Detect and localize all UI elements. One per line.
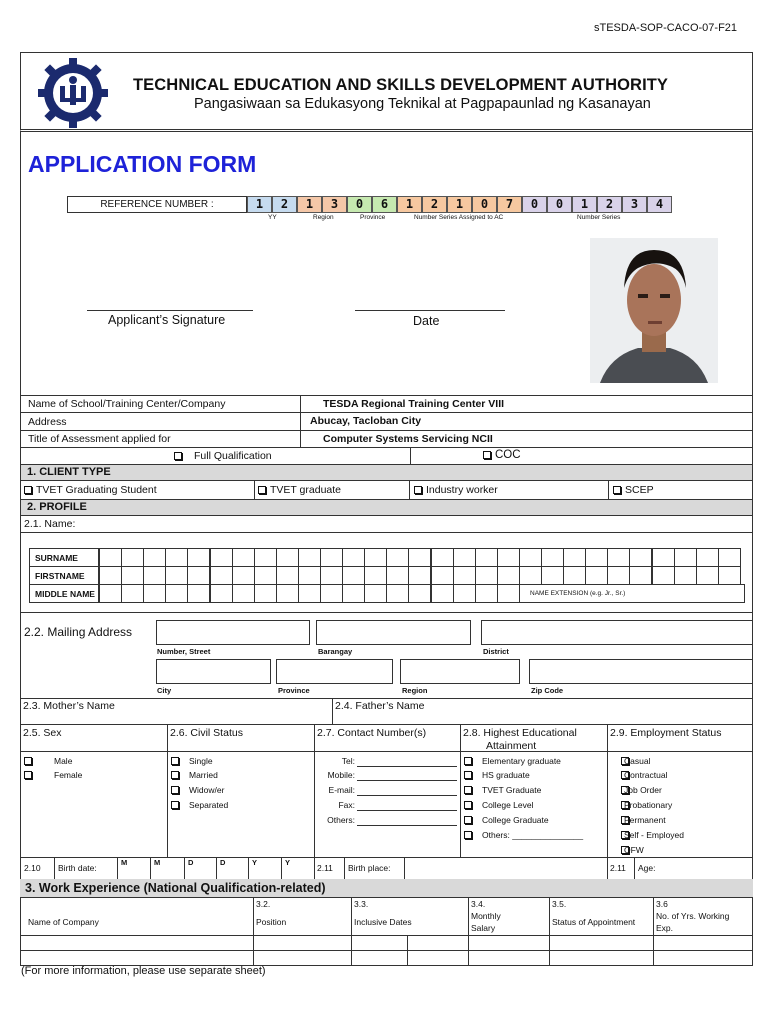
name-letter-cell[interactable] — [453, 566, 476, 585]
name-letter-cell[interactable] — [475, 548, 498, 567]
birth-date-letter: D — [220, 858, 226, 867]
name-letter-cell[interactable] — [497, 566, 520, 585]
reference-digit: 1 — [572, 196, 597, 213]
checkbox-icon[interactable] — [171, 801, 179, 809]
checkbox-icon[interactable] — [464, 771, 472, 779]
option-label: Probationary — [624, 800, 673, 810]
birth-place-label: Birth place: — [348, 863, 391, 873]
reference-digit: 0 — [547, 196, 572, 213]
option-label: Elementary graduate — [482, 756, 561, 766]
work-col-header: Name of Company — [28, 917, 99, 927]
reference-digit: 1 — [447, 196, 472, 213]
option-label: Self - Employed — [624, 830, 684, 840]
name-letter-cell[interactable] — [408, 584, 431, 603]
name-letter-cell[interactable] — [364, 566, 387, 585]
emp-option-4[interactable] — [621, 815, 666, 825]
option-label: Married — [189, 770, 218, 780]
name-letter-cell[interactable] — [320, 566, 343, 585]
province-field[interactable] — [276, 659, 393, 684]
emp-option-0[interactable] — [621, 756, 650, 766]
col-line — [54, 857, 55, 879]
option-label: TVET Graduate — [482, 785, 542, 795]
name-letter-cell[interactable] — [165, 584, 188, 603]
name-letter-cell[interactable] — [342, 584, 365, 603]
name-letter-cell[interactable] — [475, 566, 498, 585]
col-line — [254, 481, 255, 499]
option-label: TVET Graduating Student — [36, 484, 157, 496]
col-line — [409, 481, 410, 499]
reference-digit: 4 — [647, 196, 672, 213]
name-letter-cell[interactable] — [475, 584, 498, 603]
date-line — [355, 310, 505, 311]
name-letter-cell[interactable] — [674, 566, 697, 585]
col-line — [404, 857, 405, 879]
reference-digit: 1 — [247, 196, 272, 213]
fax-label: Fax: — [338, 800, 355, 810]
city-caption: City — [157, 686, 172, 695]
row-line — [20, 751, 753, 752]
name-letter-cell[interactable] — [143, 548, 166, 567]
checkbox-icon[interactable] — [24, 486, 32, 494]
option-label: Permanent — [624, 815, 666, 825]
profile-heading: 2. PROFILE — [20, 499, 753, 516]
applicant-signature-label: Applicant’s Signature — [108, 313, 226, 327]
header-box — [20, 52, 753, 132]
checkbox-icon[interactable] — [258, 486, 266, 494]
reference-digit: 3 — [622, 196, 647, 213]
row-line — [20, 395, 753, 396]
birth-cell-divider — [117, 857, 118, 879]
emp-option-2[interactable] — [621, 785, 662, 795]
employment-label: 2.9. Employment Status — [610, 727, 722, 739]
age-label: Age: — [638, 863, 656, 873]
zipcode-caption: Zip Code — [531, 686, 564, 695]
option-label: Female — [54, 770, 83, 780]
birth-cell-divider — [281, 857, 282, 879]
edu-option-1[interactable] — [464, 770, 530, 780]
name-letter-cell[interactable] — [386, 584, 409, 603]
name-letter-cell[interactable] — [652, 548, 675, 567]
work-col-header: No. of Yrs. Working Exp. — [656, 911, 730, 933]
option-label: OFW — [624, 845, 644, 855]
name-letter-cell[interactable] — [99, 548, 122, 567]
birth-date-letter: Y — [285, 858, 291, 867]
firstname-label: FIRSTNAME — [35, 571, 85, 581]
mailing-address-label: 2.2. Mailing Address — [24, 625, 133, 639]
name-letter-cell[interactable] — [320, 548, 343, 567]
address-value[interactable]: Abucay, Tacloban City — [310, 415, 422, 427]
others-label: Others: — [327, 815, 355, 825]
edu-option-3[interactable] — [464, 800, 534, 810]
name-letter-cell[interactable] — [431, 584, 454, 603]
name-letter-cell[interactable] — [718, 548, 741, 567]
name-letter-cell[interactable] — [519, 548, 542, 567]
option-label: College Graduate — [482, 815, 549, 825]
row-line — [20, 724, 753, 725]
checkbox-icon[interactable] — [171, 786, 179, 794]
row-line — [20, 447, 753, 448]
checkbox-icon[interactable] — [171, 757, 179, 765]
name-letter-cell[interactable] — [121, 584, 144, 603]
checkbox-icon[interactable] — [24, 757, 32, 765]
fax-field[interactable] — [357, 810, 457, 811]
form-right-border — [752, 132, 753, 965]
work-entry-cell[interactable] — [20, 935, 253, 950]
checkbox-icon[interactable] — [174, 452, 182, 460]
name-label: 2.1. Name: — [24, 518, 76, 530]
coc-option[interactable] — [483, 449, 521, 461]
school-value[interactable]: TESDA Regional Training Center VIII — [323, 398, 505, 410]
name-letter-cell[interactable] — [210, 566, 233, 585]
tel-label: Tel: — [341, 756, 355, 766]
region-field[interactable] — [400, 659, 520, 684]
name-letter-cell[interactable] — [453, 548, 476, 567]
work-entry-cell[interactable] — [653, 950, 752, 965]
age-number: 2.11 — [610, 863, 626, 873]
reference-digit: 0 — [472, 196, 497, 213]
mobile-label: Mobile: — [327, 770, 355, 780]
barangay-caption: Barangay — [318, 647, 353, 656]
street-field[interactable] — [156, 620, 310, 645]
middlename-label: MIDDLE NAME — [35, 589, 95, 599]
option-label: Separated — [189, 800, 229, 810]
emp-option-6[interactable] — [621, 845, 644, 855]
name-letter-cell[interactable] — [165, 566, 188, 585]
work-entry-cell[interactable] — [351, 935, 468, 950]
sex-option-female[interactable] — [24, 770, 82, 780]
col-line — [607, 857, 608, 879]
edu-option-4[interactable] — [464, 815, 549, 825]
option-label: Others: _______________ — [482, 830, 584, 840]
work-entry-cell[interactable] — [549, 950, 653, 965]
col-line — [344, 857, 345, 879]
name-letter-cell[interactable] — [121, 566, 144, 585]
name-letter-cell[interactable] — [585, 566, 608, 585]
name-letter-cell[interactable] — [519, 566, 542, 585]
address-label: Address — [28, 416, 67, 428]
others-field[interactable] — [357, 825, 457, 826]
ref-caption-series-ac: Number Series Assigned to AC — [414, 214, 504, 221]
checkbox-icon[interactable] — [464, 786, 472, 794]
checkbox-icon[interactable] — [464, 831, 472, 839]
name-letter-cell[interactable] — [541, 566, 564, 585]
option-label: Industry worker — [426, 484, 498, 496]
emp-option-1[interactable] — [621, 770, 667, 780]
reference-digit: 0 — [347, 196, 372, 213]
emp-option-5[interactable] — [621, 830, 684, 840]
birth-cell-divider — [248, 857, 249, 879]
district-field[interactable] — [481, 620, 753, 645]
assessment-title-label: Title of Assessment applied for — [28, 433, 171, 445]
ref-caption-province: Province — [360, 214, 386, 221]
name-letter-cell[interactable] — [497, 548, 520, 567]
name-letter-cell[interactable] — [696, 548, 719, 567]
name-letter-cell[interactable] — [585, 548, 608, 567]
assessment-title-value[interactable]: Computer Systems Servicing NCII — [323, 433, 493, 445]
name-letter-cell[interactable] — [232, 566, 255, 585]
reference-digit: 6 — [372, 196, 397, 213]
checkbox-icon[interactable] — [464, 801, 472, 809]
client-type-option-1[interactable] — [258, 484, 341, 496]
option-label: TVET graduate — [270, 484, 342, 496]
name-letter-cell[interactable] — [386, 548, 409, 567]
name-letter-cell[interactable] — [342, 566, 365, 585]
option-label: Casual — [624, 756, 651, 766]
name-letter-cell[interactable] — [143, 584, 166, 603]
name-letter-cell[interactable] — [298, 566, 321, 585]
civil-option-married[interactable] — [171, 770, 218, 780]
name-letter-cell[interactable] — [364, 548, 387, 567]
name-letter-cell[interactable] — [607, 566, 630, 585]
form-left-border — [20, 132, 21, 965]
barangay-field[interactable] — [316, 620, 471, 645]
work-entry-cell[interactable] — [468, 935, 549, 950]
emp-option-3[interactable] — [621, 800, 672, 810]
name-letter-cell[interactable] — [408, 548, 431, 567]
option-label: Job Order — [624, 785, 662, 795]
name-letter-cell[interactable] — [143, 566, 166, 585]
city-field[interactable] — [156, 659, 271, 684]
name-letter-cell[interactable] — [210, 584, 233, 603]
name-letter-cell[interactable] — [298, 548, 321, 567]
reference-digit: 2 — [422, 196, 447, 213]
name-letter-cell[interactable] — [254, 584, 277, 603]
form-title: APPLICATION FORM — [28, 151, 257, 177]
client-type-option-3[interactable] — [613, 484, 654, 496]
name-letter-cell[interactable] — [364, 584, 387, 603]
reference-digit: 2 — [272, 196, 297, 213]
full-qualification-label: Full Qualification — [194, 450, 272, 462]
work-entry-cell[interactable] — [20, 950, 253, 965]
option-label: HS graduate — [482, 770, 530, 780]
agency-subtitle: Pangasiwaan sa Edukasyong Teknikal at Pagpapaunlad ng Kasanayan — [194, 96, 651, 112]
ref-caption-series: Number Series — [577, 214, 621, 221]
tel-field[interactable] — [357, 766, 457, 767]
contact-label: 2.7. Contact Number(s) — [317, 727, 427, 739]
work-entry-cell[interactable] — [653, 935, 752, 950]
region-caption: Region — [402, 686, 428, 695]
birth-date-number: 2.10 — [24, 863, 41, 873]
work-col-header: Status of Appointment — [552, 917, 636, 927]
edu-option-5[interactable] — [464, 830, 583, 840]
col-line — [410, 447, 411, 464]
option-label: Male — [54, 756, 73, 766]
row-line — [20, 532, 753, 533]
name-letter-cell[interactable] — [541, 548, 564, 567]
work-col-number: 3.5. — [552, 899, 567, 909]
name-letter-cell[interactable] — [386, 566, 409, 585]
name-letter-cell[interactable] — [254, 548, 277, 567]
work-col-number: 3.2. — [256, 899, 271, 909]
checkbox-icon[interactable] — [613, 486, 621, 494]
name-letter-cell[interactable] — [187, 566, 210, 585]
reference-number-label: REFERENCE NUMBER : — [67, 196, 247, 213]
name-letter-cell[interactable] — [232, 548, 255, 567]
row-line — [20, 412, 753, 413]
civil-option-widower[interactable] — [171, 785, 224, 795]
option-label: SCEP — [625, 484, 654, 496]
work-col-header: Inclusive Dates — [354, 917, 412, 927]
birth-cell-divider — [216, 857, 217, 879]
row-line — [20, 698, 753, 699]
work-col-header: Position — [256, 917, 287, 927]
signature-line — [87, 310, 253, 311]
option-label: Single — [189, 756, 213, 766]
name-letter-cell[interactable] — [497, 584, 520, 603]
option-label: College Level — [482, 800, 534, 810]
work-entry-cell[interactable] — [549, 935, 653, 950]
birth-date-letter: Y — [252, 858, 258, 867]
sex-option-male[interactable] — [24, 756, 72, 766]
name-letter-cell[interactable] — [607, 548, 630, 567]
work-col-header: Monthly Salary — [471, 911, 501, 933]
name-letter-cell[interactable] — [210, 548, 233, 567]
email-field[interactable] — [357, 795, 457, 796]
work-experience-heading: 3. Work Experience (National Qualification-related) — [25, 881, 326, 895]
client-type-option-2[interactable] — [414, 484, 498, 496]
name-letter-cell[interactable] — [718, 566, 741, 585]
col-line — [634, 857, 635, 879]
birth-date-label: Birth date: — [58, 863, 97, 873]
name-letter-cell[interactable] — [453, 584, 476, 603]
name-letter-cell[interactable] — [652, 566, 675, 585]
birth-cell-divider — [150, 857, 151, 879]
col-line — [607, 724, 608, 857]
option-label: Contractual — [624, 770, 668, 780]
coc-label: COC — [495, 449, 521, 461]
client-type-option-0[interactable] — [24, 484, 157, 496]
name-letter-cell[interactable] — [187, 548, 210, 567]
row-line — [20, 612, 753, 613]
full-qualification-option[interactable] — [174, 450, 272, 462]
ref-caption-region: Region — [313, 214, 334, 221]
reference-digit: 3 — [322, 196, 347, 213]
father-name-label: 2.4. Father’s Name — [335, 700, 425, 712]
work-entry-cell[interactable] — [351, 950, 468, 965]
name-letter-cell[interactable] — [165, 548, 188, 567]
reference-digit: 2 — [597, 196, 622, 213]
district-caption: District — [483, 647, 509, 656]
sex-label: 2.5. Sex — [23, 727, 62, 739]
name-letter-cell[interactable] — [431, 548, 454, 567]
education-label-2: Attainment — [486, 740, 537, 752]
checkbox-icon[interactable] — [464, 757, 472, 765]
name-letter-cell[interactable] — [99, 566, 122, 585]
applicant-photo — [590, 238, 718, 383]
checkbox-icon[interactable] — [24, 771, 32, 779]
checkbox-icon[interactable] — [171, 771, 179, 779]
birth-date-letter: D — [188, 858, 194, 867]
civil-option-single[interactable] — [171, 756, 213, 766]
civil-option-separated[interactable] — [171, 800, 228, 810]
col-line — [460, 724, 461, 857]
name-letter-cell[interactable] — [431, 566, 454, 585]
name-letter-cell[interactable] — [276, 584, 299, 603]
name-letter-cell[interactable] — [563, 548, 586, 567]
col-line — [167, 724, 168, 857]
option-label: Widow/er — [189, 785, 225, 795]
edu-option-2[interactable] — [464, 785, 541, 795]
checkbox-icon[interactable] — [414, 486, 422, 494]
reference-digit: 0 — [522, 196, 547, 213]
street-caption: Number, Street — [157, 647, 211, 656]
reference-digit: 1 — [297, 196, 322, 213]
document-code: sTESDA-SOP-CACO-07-F21 — [594, 22, 738, 34]
edu-option-0[interactable] — [464, 756, 561, 766]
name-letter-cell[interactable] — [320, 584, 343, 603]
name-letter-cell[interactable] — [674, 548, 697, 567]
name-letter-cell[interactable] — [276, 548, 299, 567]
col-line — [314, 857, 315, 879]
checkbox-icon[interactable] — [483, 451, 491, 459]
mother-name-label: 2.3. Mother’s Name — [23, 700, 115, 712]
name-letter-cell[interactable] — [99, 584, 122, 603]
more-info-note: (For more information, please use separate sheet) — [21, 965, 266, 977]
name-letter-cell[interactable] — [276, 566, 299, 585]
name-letter-cell[interactable] — [629, 566, 652, 585]
name-letter-cell[interactable] — [298, 584, 321, 603]
name-letter-cell[interactable] — [232, 584, 255, 603]
date-label: Date — [413, 314, 440, 328]
name-letter-cell[interactable] — [187, 584, 210, 603]
education-label: 2.8. Highest Educational — [463, 727, 577, 739]
zipcode-field[interactable] — [529, 659, 753, 684]
name-letter-cell[interactable] — [408, 566, 431, 585]
reference-digit: 7 — [497, 196, 522, 213]
work-entry-cell[interactable] — [468, 950, 549, 965]
col-line — [608, 481, 609, 499]
row-line — [20, 857, 753, 858]
col-line — [332, 698, 333, 724]
name-letter-cell[interactable] — [563, 566, 586, 585]
name-extension-label: NAME EXTENSION (e.g. Jr., Sr.) — [530, 590, 626, 597]
school-label: Name of School/Training Center/Company — [28, 398, 226, 410]
surname-label: SURNAME — [35, 553, 78, 563]
agency-name: TECHNICAL EDUCATION AND SKILLS DEVELOPMENT AUTHORITY — [133, 76, 669, 94]
work-col-number: 3.4. — [471, 899, 486, 909]
work-col-number: 3.3. — [354, 899, 369, 909]
checkbox-icon[interactable] — [464, 816, 472, 824]
birth-date-letter: M — [121, 858, 128, 867]
name-letter-cell[interactable] — [342, 548, 365, 567]
birth-cell-divider — [184, 857, 185, 879]
work-col-number: 3.6 — [656, 899, 668, 909]
work-entry-cell[interactable] — [253, 935, 351, 950]
ref-caption-yy: YY — [268, 214, 277, 221]
client-type-heading: 1. CLIENT TYPE — [20, 464, 753, 481]
tesda-logo — [36, 58, 110, 128]
reference-digit: 1 — [397, 196, 422, 213]
name-letter-cell[interactable] — [121, 548, 144, 567]
province-caption: Province — [278, 686, 310, 695]
col-line — [300, 395, 301, 447]
birth-date-letter: M — [154, 858, 161, 867]
name-letter-cell[interactable] — [696, 566, 719, 585]
name-letter-cell[interactable] — [254, 566, 277, 585]
row-line — [20, 430, 753, 431]
col-line — [314, 724, 315, 857]
name-letter-cell[interactable] — [629, 548, 652, 567]
email-label: E-mail: — [328, 785, 355, 795]
work-entry-cell[interactable] — [253, 950, 351, 965]
birth-place-number: 2.11 — [317, 863, 333, 873]
mobile-field[interactable] — [357, 780, 457, 781]
civil-status-label: 2.6. Civil Status — [170, 727, 243, 739]
